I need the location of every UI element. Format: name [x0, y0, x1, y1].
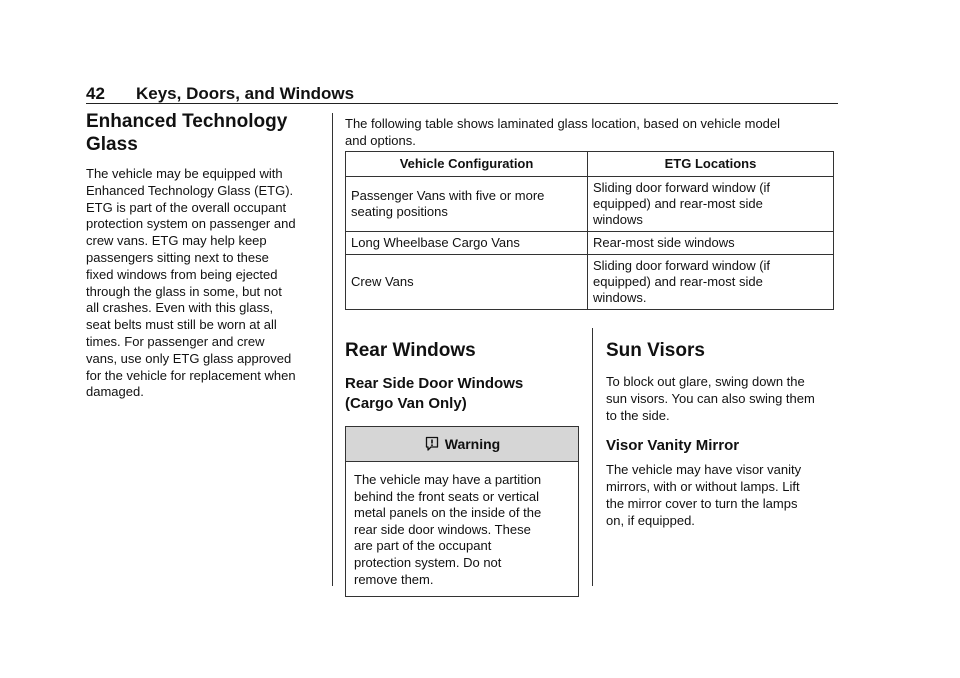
table-cell: Rear-most side windows — [588, 232, 834, 255]
table-cell: Crew Vans — [346, 255, 588, 310]
column-header: ETG Locations — [588, 152, 834, 177]
etg-table — [345, 151, 834, 310]
page-number: 42 — [86, 84, 105, 103]
warning-title: Warning — [444, 436, 501, 452]
table-cell: Long Wheelbase Cargo Vans — [346, 232, 588, 255]
sun-visors-body: To block out glare, swing down the sun visors. You can also swing them to the side. — [606, 374, 815, 423]
etg-body: The vehicle may be equipped with Enhanced Technology Glass (ETG). ETG is part of the overall occupant protection system on passenger and crew vans. ETG may help keep passengers sitting next to these fixed windows from being ejected through the glass in some, but not all crashes. Even with this glass, seat belts must still be worn at all times. For passenger and crew vans, use only ETG glass approved for the vehicle for replacement when damaged. — [86, 166, 296, 400]
rear-windows-section — [345, 340, 579, 597]
visor-vanity-mirror-heading: Visor Vanity Mirror — [606, 437, 740, 455]
warning-header — [346, 427, 578, 462]
table-intro: The following table shows laminated glass location, based on vehicle model and options. — [345, 116, 781, 148]
etg-section — [86, 110, 322, 401]
visor-vanity-mirror-body: The vehicle may have visor vanity mirrors, with or without lamps. Lift the mirror cover to turn the lamps on, if equipped. — [606, 462, 802, 528]
rear-windows-heading: Rear Windows — [345, 340, 476, 361]
warning-icon — [424, 436, 440, 452]
table-row — [346, 177, 834, 232]
warning-box — [345, 426, 579, 597]
etg-heading: Enhanced Technology Glass — [86, 111, 288, 155]
column-divider — [592, 328, 593, 586]
column-divider — [332, 113, 333, 586]
column-header: Vehicle Configuration — [346, 152, 588, 177]
table-cell: Passenger Vans with five or more seating positions — [346, 177, 588, 232]
sun-visors-heading: Sun Visors — [606, 340, 705, 361]
table-cell: Sliding door forward window (if equipped) and rear-most side windows — [588, 177, 834, 232]
table-row — [346, 255, 834, 310]
header-divider — [86, 103, 838, 104]
chapter-title: Keys, Doors, and Windows — [136, 84, 355, 103]
table-header-row — [346, 152, 834, 177]
page-header — [86, 84, 838, 104]
sun-visors-section — [606, 340, 841, 530]
rear-side-door-heading: Rear Side Door Windows (Cargo Van Only) — [345, 375, 524, 412]
warning-text: The vehicle may have a partition behind the front seats or vertical metal panels on the inside of the rear side door windows. These are part of the occupant protection system. Do not remove them. — [354, 472, 542, 587]
table-row — [346, 232, 834, 255]
table-cell: Sliding door forward window (if equipped) and rear-most side windows. — [588, 255, 834, 310]
